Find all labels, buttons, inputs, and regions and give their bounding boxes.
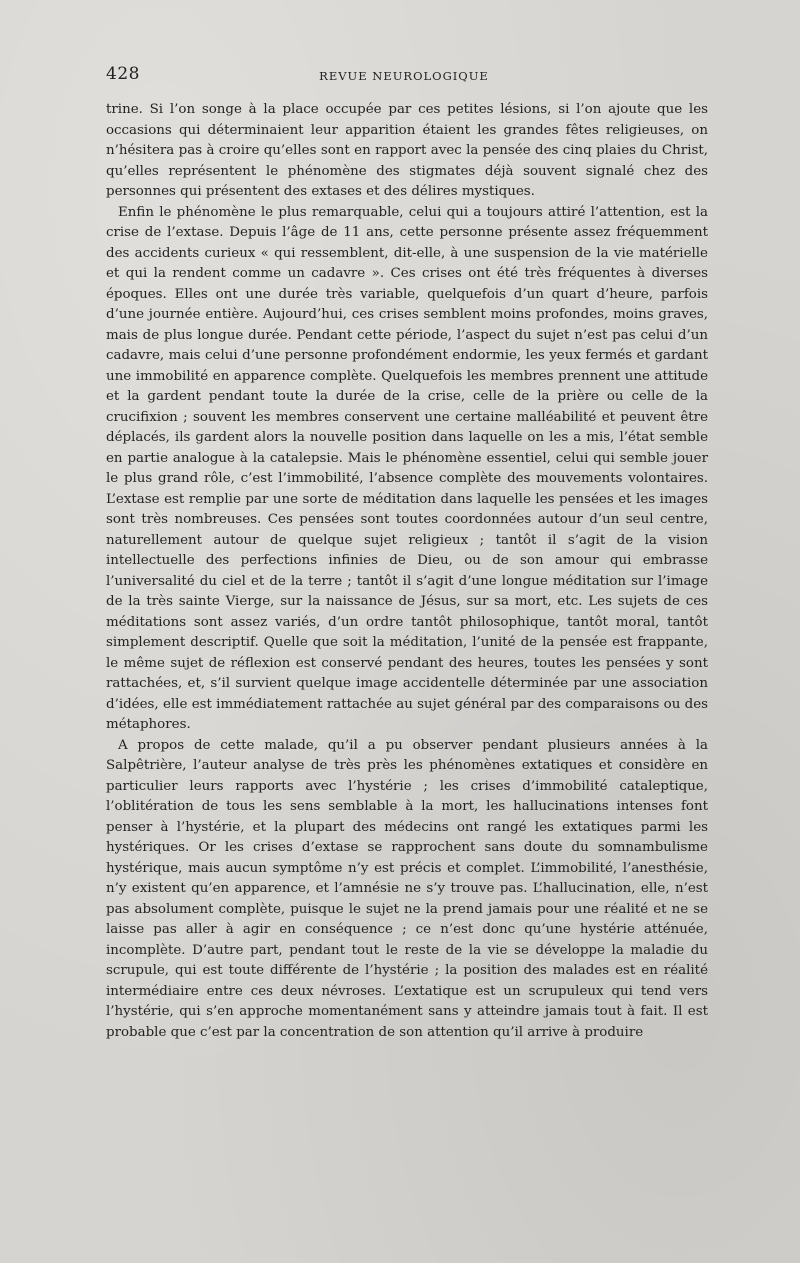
page-header — [106, 64, 702, 86]
running-head: REVUE NEUROLOGIQUE — [319, 69, 489, 83]
paragraph-hysteria: A propos de cette malade, qu’il a pu observer pendant plusieurs années à la Salpêtrière, l’auteur analyse de très près les phénomènes extatiques et considère en particulier leurs rapports avec l’hystérie ; les crises d’immobilité cataleptique, l’oblitération de tous les sens semblable à la mort, les hallucinations intenses font penser à l’hystérie, et la plupart des médecins ont rangé les extatiques parmi les hystériques. Or les crises d’extase se rapprochent sans doute du somnambulisme hystérique, mais aucun symptôme n’y est précis et complet. L’immobilité, l’anesthésie, n’y existent qu’en apparence, et l’amnésie ne s’y trouve pas. L’hallucination, elle, n’est pas absolument complète, puisque le sujet ne la prend jamais pour une réalité et ne se laisse pas aller à agir en conséquence ; ce n’est donc qu’une hystérie atténuée, incomplète. D’autre part, pendant tout le reste de la vie se développe la maladie du scrupule, qui est toute différente de l’hystérie ; la position des malades est en réalité intermédiaire entre ces deux névroses. L’extatique est un scrupuleux qui tend vers l’hystérie, qui s’en approche momentanément sans y atteindre jamais tout à fait. Il est probable que c’est par la concentration de son attention qu’il arrive à produire — [106, 737, 708, 1040]
body-text — [106, 100, 708, 1043]
page-number: 428 — [106, 64, 140, 84]
paragraph-ecstasy: Enfin le phénomène le plus remarquable, celui qui a toujours attiré l’attention, est la crise de l’extase. Depuis l’âge de 11 ans, cette personne présente assez fréquemment des accidents curieux « qui ressemblent, dit-elle, à une suspension de la vie matérielle et qui la rendent comme un cadavre ». Ces crises ont été très fréquentes à diverses époques. Elles ont une durée très variable, quelquefois d’un quart d’heure, parfois d’une journée entière. Aujourd’hui, ces crises semblent moins profondes, moins graves, mais de plus longue durée. Pendant cette période, l’aspect du sujet n’est pas celui d’un cadavre, mais celui d’une personne profondément endormie, les yeux fermés et gardant une immobilité en apparence complète. Quelquefois les membres prennent une attitude et la gardent pendant toute la durée de la crise, celle de la prière ou celle de la crucifixion ; souvent les membres conservent une certaine malléabilité et peuvent être déplacés, ils gardent alors la nouvelle position dans laquelle on les a mis, l’état semble en partie analogue à la catalepsie. Mais le phénomène essentiel, celui qui semble jouer le plus grand rôle, c’est l’immobilité, l’absence complète des mouvements volontaires. L’extase est remplie par une sorte de méditation dans laquelle les pensées et les images sont très nombreuses. Ces pensées sont toutes coordonnées autour d’un seul centre, naturellement autour de quelque sujet religieux ; tantôt il s’agit de la vision intellectuelle des perfections infinies de Dieu, ou de son amour qui embrasse l’universalité du ciel et de la terre ; tantôt il s’agit d’une longue méditation sur l’image de la très sainte Vierge, sur la naissance de Jésus, sur sa mort, etc. Les sujets de ces méditations sont assez variés, d’un ordre tantôt philosophique, tantôt moral, tantôt simplement descriptif. Quelle que soit la méditation, l’unité de la pensée est frappante, le même sujet de réflexion est conservé pendant des heures, toutes les pensées y sont rattachées, et, s’il survient quelque image accidentelle déterminée par une association d’idées, elle est immédiatement rattachée au sujet général par des comparaisons ou des métaphores. — [106, 204, 708, 732]
paragraph-continuation: trine. Si l’on songe à la place occupée par ces petites lésions, si l’on ajoute que les occasions qui déterminaient leur apparition étaient les grandes fêtes religieuses, on n’hésitera pas à croire qu’elles sont en rapport avec la pensée des cinq plaies du Christ, qu’elles représentent le phénomène des stigmates déjà souvent signalé chez des personnes qui présentent des extases et des délires mystiques. — [106, 102, 708, 199]
